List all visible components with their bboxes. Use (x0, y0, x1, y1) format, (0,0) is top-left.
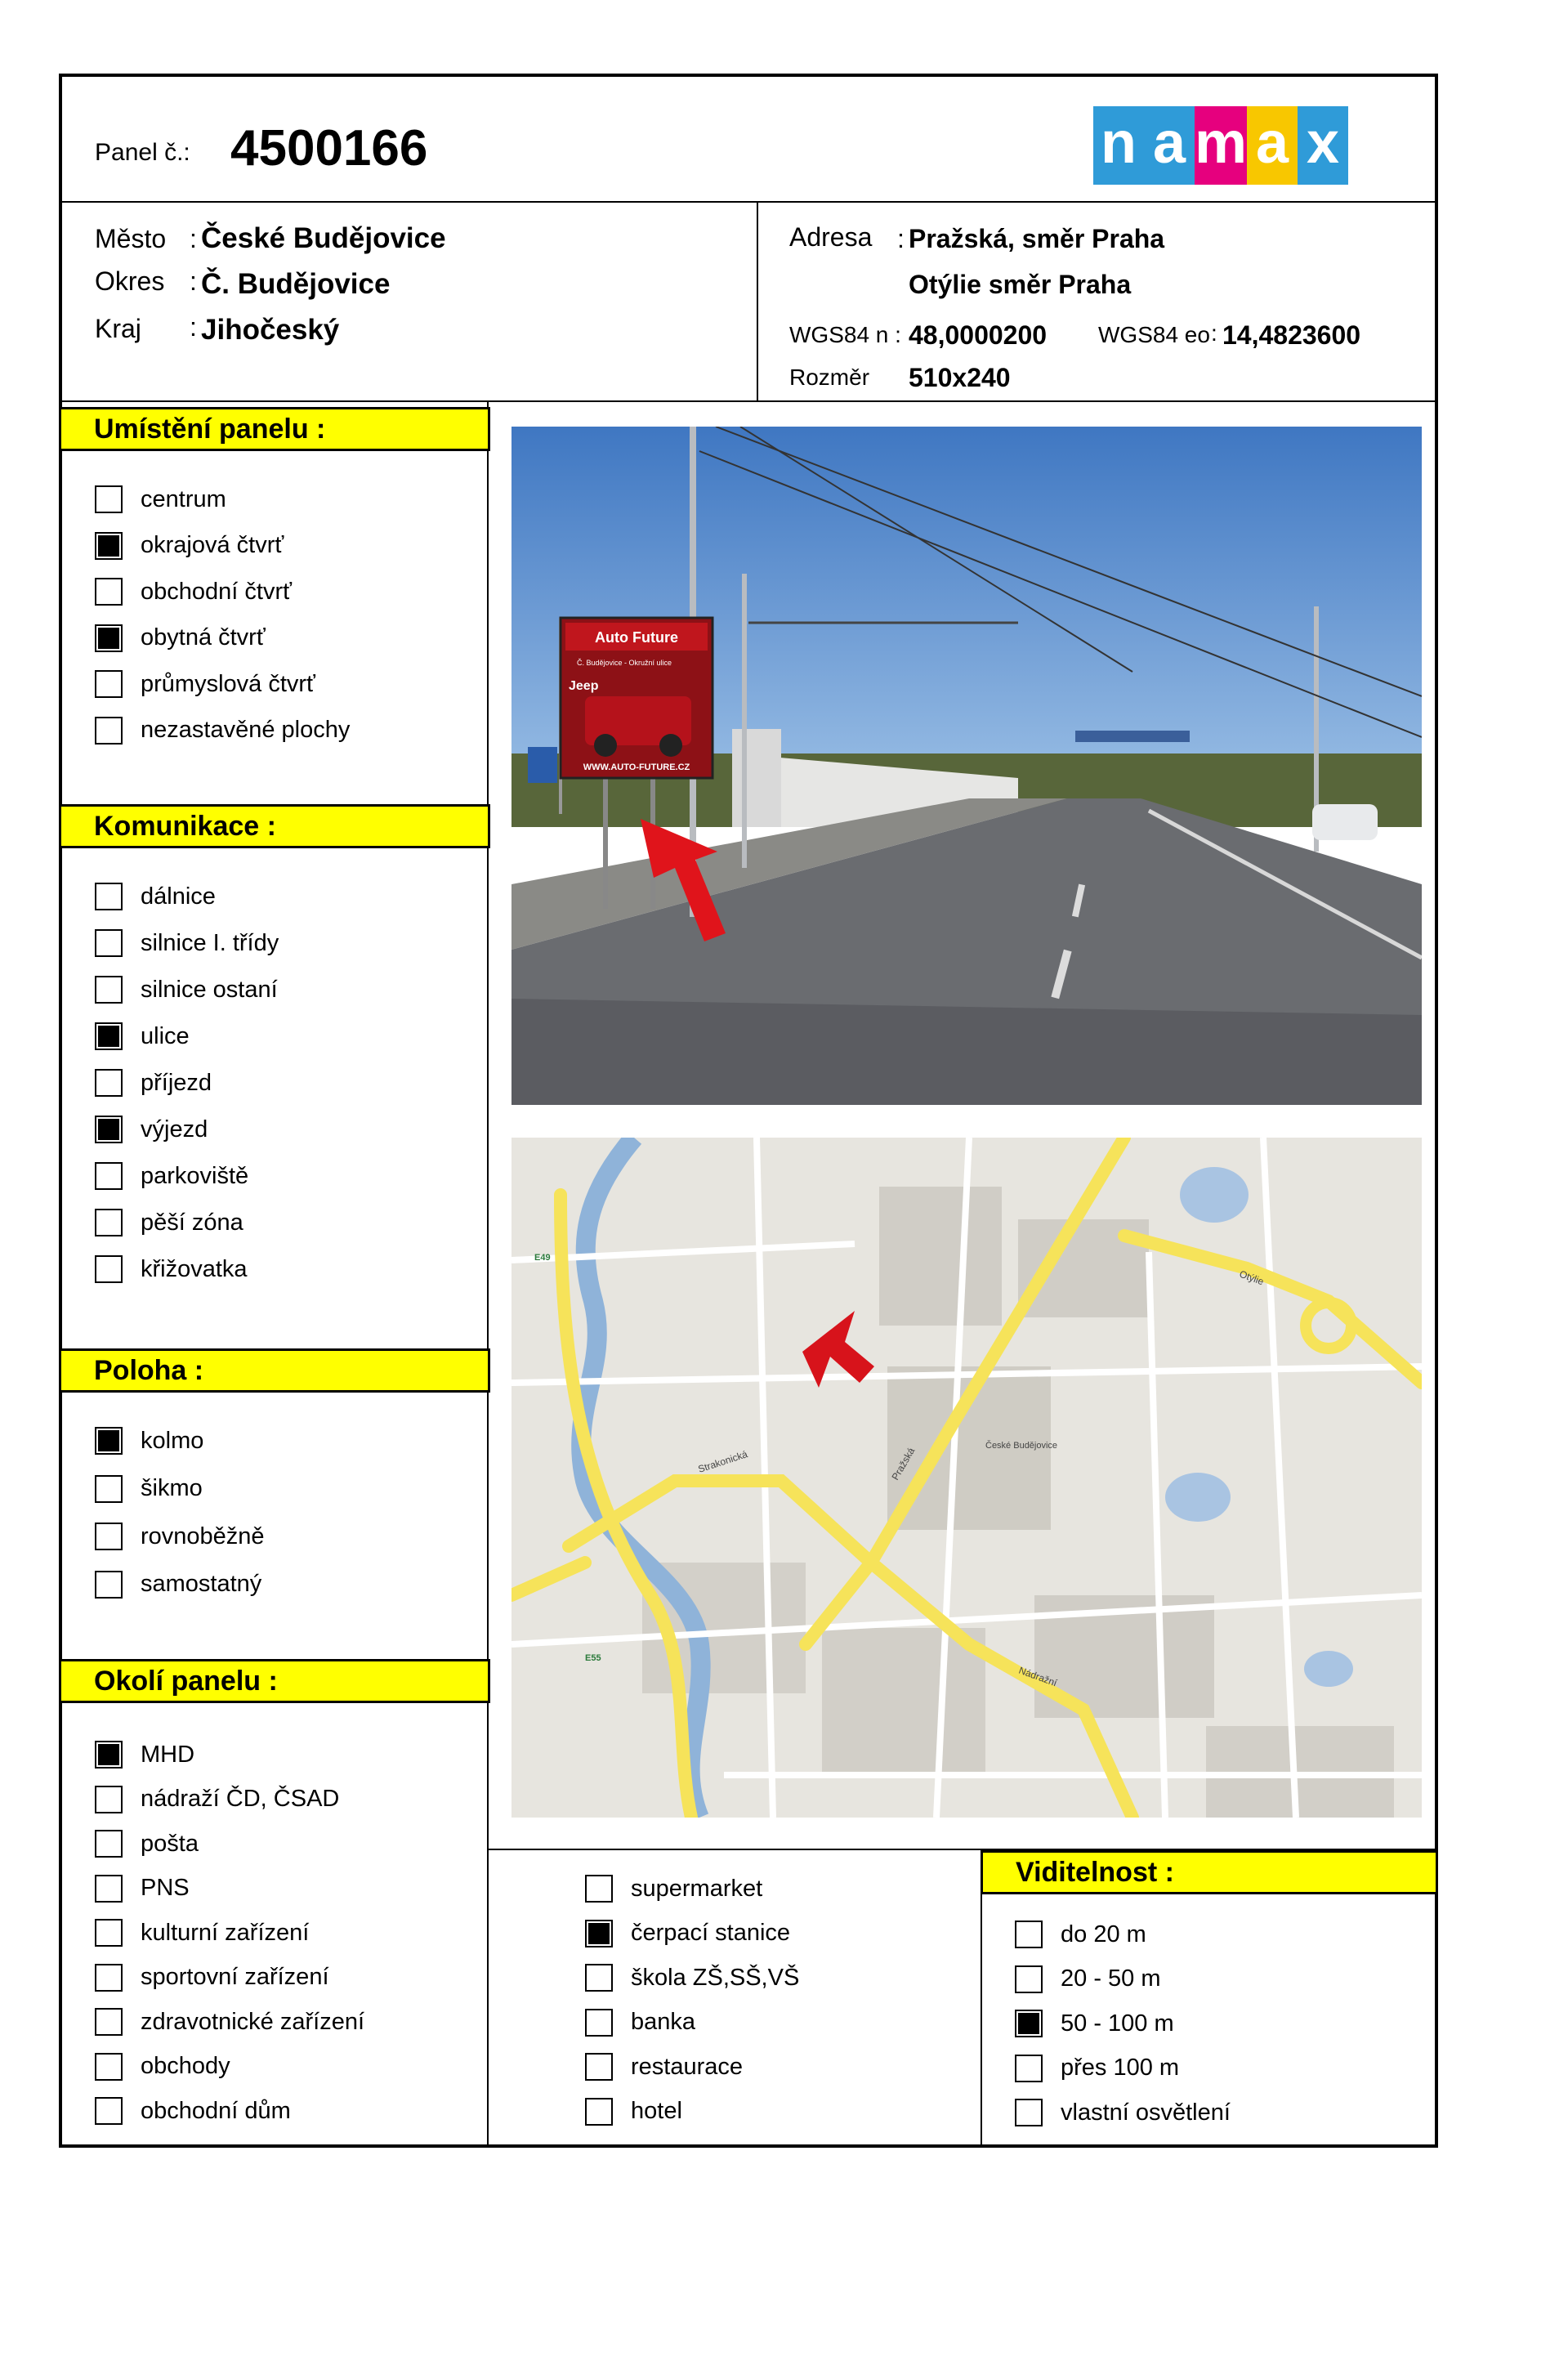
checkbox[interactable] (95, 670, 123, 698)
mesto-value: České Budějovice (201, 222, 446, 254)
location-divider (62, 400, 1435, 402)
checkbox-label: obchodní čtvrť (141, 578, 292, 605)
checkbox-mark (588, 1923, 610, 1944)
wgs-e-value: 14,4823600 (1222, 320, 1361, 350)
checkbox[interactable] (95, 883, 123, 910)
location-sheet (59, 74, 1438, 2148)
okres-sep: : (190, 266, 197, 296)
checkbox[interactable] (1015, 1921, 1043, 1948)
checkbox-row-viditelnost (1015, 2055, 1179, 2082)
checkbox[interactable] (95, 929, 123, 957)
wgs-e-label: WGS84 eo (1098, 322, 1210, 347)
checkbox-mark (98, 628, 119, 649)
checkbox-label: restaurace (631, 2053, 744, 2080)
checkbox-row-umisteni (95, 532, 284, 560)
checkbox-row-komunikace (95, 976, 278, 1004)
checkbox-label: silnice I. třídy (141, 929, 279, 956)
checkbox[interactable] (95, 1475, 123, 1503)
address-line1: Pražská, směr Praha (909, 224, 1165, 253)
logo-letter: a (1144, 106, 1195, 185)
checkbox-label: kulturní zařízení (141, 1919, 310, 1946)
checkbox[interactable] (95, 1022, 123, 1050)
checkbox-label: přes 100 m (1061, 2055, 1180, 2081)
logo-letter: n (1093, 106, 1144, 185)
checkbox-label: rovnoběžně (141, 1523, 265, 1549)
checkbox-row-komunikace (95, 1255, 248, 1283)
kraj-value: Jihočeský (201, 314, 340, 346)
checkbox[interactable] (95, 1919, 123, 1947)
map-label-otylie: Otýlie (1237, 1268, 1266, 1288)
checkbox-label: hotel (631, 2098, 682, 2124)
checkbox[interactable] (95, 1875, 123, 1903)
checkbox-row-okoli2 (585, 2009, 695, 2037)
map-label-e49: E49 (534, 1253, 551, 1263)
checkbox[interactable] (95, 976, 123, 1004)
checkbox-label: nezastavěné plochy (141, 717, 351, 743)
checkbox[interactable] (95, 1786, 123, 1813)
komunikace-header: Komunikace : (59, 804, 490, 848)
logo-letter: x (1298, 106, 1348, 185)
checkbox-label: zdravotnické zařízení (141, 2008, 365, 2035)
mesto-sep: : (190, 224, 197, 253)
address-line2: Otýlie směr Praha (909, 270, 1132, 299)
checkbox-label: čerpací stanice (631, 1920, 791, 1946)
map-label-city: České Budějovice (985, 1441, 1058, 1451)
checkbox-row-umisteni (95, 578, 292, 606)
checkbox-label: křižovatka (141, 1255, 248, 1282)
checkbox-row-okoli (95, 1919, 309, 1947)
checkbox[interactable] (95, 2053, 123, 2081)
checkbox-row-okoli (95, 1741, 194, 1769)
wgs-e-sep: : (1211, 320, 1217, 346)
checkbox-label: výjezd (141, 1116, 208, 1143)
checkbox-row-viditelnost (1015, 2099, 1231, 2126)
checkbox[interactable] (585, 2009, 613, 2037)
checkbox-row-komunikace (95, 1069, 212, 1097)
city-map-image (511, 1138, 1422, 1818)
checkbox[interactable] (95, 2097, 123, 2125)
checkbox-row-komunikace (95, 1022, 190, 1050)
poloha-header: Poloha : (59, 1348, 490, 1393)
checkbox-row-viditelnost (1015, 1965, 1161, 1993)
billboard-line: Č. Budějovice - Okružní ulice (577, 659, 672, 667)
checkbox-label: 50 - 100 m (1061, 2010, 1174, 2037)
umisteni-header: Umístění panelu : (59, 407, 490, 451)
checkbox[interactable] (95, 1523, 123, 1550)
checkbox[interactable] (95, 485, 123, 513)
checkbox-label: škola ZŠ,SŠ,VŠ (631, 1964, 800, 1991)
checkbox-row-okoli (95, 1830, 199, 1858)
checkbox[interactable] (95, 532, 123, 560)
logo-letter: m (1195, 106, 1247, 185)
checkbox-label: 20 - 50 m (1061, 1965, 1161, 1992)
checkbox-row-okoli (95, 1786, 339, 1813)
checkbox-row-umisteni (95, 717, 350, 745)
viditelnost-header: Viditelnost : (981, 1850, 1438, 1894)
checkbox-label: supermarket (631, 1875, 763, 1902)
checkbox-mark (98, 1119, 119, 1140)
checkbox-row-poloha (95, 1475, 203, 1503)
checkbox[interactable] (585, 1920, 613, 1947)
checkbox-row-komunikace (95, 1162, 248, 1190)
checkbox-label: samostatný (141, 1571, 262, 1597)
checkbox[interactable] (95, 2008, 123, 2036)
map-label-strakonicka: Strakonická (696, 1448, 749, 1475)
checkbox-label: pošta (141, 1830, 199, 1857)
checkbox-row-umisteni (95, 624, 266, 652)
checkbox[interactable] (95, 1162, 123, 1190)
checkbox-label: obchody (141, 2053, 230, 2079)
checkbox-label: obchodní dům (141, 2097, 291, 2124)
checkbox-row-umisteni (95, 485, 226, 513)
location-photo (511, 427, 1422, 1105)
checkbox-row-okoli2 (585, 1875, 762, 1903)
checkbox-label: do 20 m (1061, 1921, 1146, 1947)
checkbox-row-poloha (95, 1571, 261, 1599)
checkbox-row-umisteni (95, 670, 315, 698)
map-label-e55: E55 (585, 1653, 601, 1663)
map-label-nadrazni: Nádražní (1016, 1664, 1059, 1689)
checkbox-label: PNS (141, 1875, 190, 1901)
billboard-brand: Auto Future (595, 629, 678, 646)
location-map (511, 1138, 1422, 1818)
checkbox[interactable] (1015, 2010, 1043, 2037)
checkbox-mark (1018, 2013, 1039, 2034)
checkbox-row-viditelnost (1015, 1921, 1146, 1948)
kraj-label: Kraj (95, 314, 141, 343)
checkbox[interactable] (95, 1116, 123, 1143)
checkbox-label: banka (631, 2009, 696, 2035)
checkbox-row-okoli2 (585, 2098, 682, 2126)
checkbox[interactable] (95, 1571, 123, 1599)
panel-label: Panel č.: (95, 139, 190, 166)
checkbox[interactable] (95, 1069, 123, 1097)
address-label: Adresa (789, 222, 873, 252)
checkbox-mark (98, 1026, 119, 1047)
checkbox-label: okrajová čtvrť (141, 532, 284, 558)
size-label: Rozměr (789, 364, 870, 390)
address-sep: : (897, 224, 905, 253)
logo-letter: a (1247, 106, 1298, 185)
checkbox[interactable] (1015, 1965, 1043, 1993)
checkbox-row-okoli (95, 2053, 230, 2081)
checkbox-row-komunikace (95, 1209, 243, 1236)
checkbox[interactable] (1015, 2055, 1043, 2082)
wgs-n-value: 48,0000200 (909, 320, 1048, 350)
okoli-header: Okolí panelu : (59, 1659, 490, 1703)
checkbox[interactable] (95, 1964, 123, 1992)
checkbox[interactable] (95, 717, 123, 745)
street-photo-image (511, 427, 1422, 1105)
checkbox[interactable] (95, 578, 123, 606)
checkbox[interactable] (95, 624, 123, 652)
checkbox-row-viditelnost (1015, 2010, 1174, 2037)
checkbox-row-komunikace (95, 1116, 208, 1143)
checkbox[interactable] (585, 1875, 613, 1903)
kraj-sep: : (190, 312, 197, 342)
checkbox-row-komunikace (95, 929, 279, 957)
okres-value: Č. Budějovice (201, 268, 391, 300)
checkbox-label: pěší zóna (141, 1209, 243, 1236)
left-column-divider (487, 400, 489, 2144)
checkbox-row-poloha (95, 1427, 203, 1455)
wgs-n-label: WGS84 n : (789, 322, 901, 347)
billboard-url: WWW.AUTO-FUTURE.CZ (583, 762, 690, 772)
checkbox-label: šikmo (141, 1475, 203, 1501)
size-value: 510x240 (909, 363, 1011, 392)
checkbox[interactable] (585, 2098, 613, 2126)
checkbox-mark (98, 1744, 119, 1765)
checkbox-row-poloha (95, 1523, 265, 1550)
header-divider (62, 201, 1435, 203)
checkbox-row-okoli (95, 1875, 190, 1903)
mesto-label: Město (95, 224, 167, 253)
checkbox-row-komunikace (95, 883, 216, 910)
checkbox-row-okoli (95, 2097, 291, 2125)
namax-logo (1093, 106, 1348, 185)
billboard-model: Jeep (569, 679, 599, 693)
checkbox-row-okoli (95, 1964, 329, 1992)
checkbox-row-okoli2 (585, 1920, 790, 1947)
checkbox-label: centrum (141, 485, 226, 512)
checkbox-label: sportovní zařízení (141, 1964, 329, 1990)
checkbox-label: nádraží ČD, ČSAD (141, 1786, 340, 1812)
checkbox-label: ulice (141, 1022, 190, 1049)
checkbox[interactable] (95, 1209, 123, 1236)
checkbox[interactable] (95, 1741, 123, 1769)
checkbox[interactable] (95, 1830, 123, 1858)
checkbox[interactable] (1015, 2099, 1043, 2126)
panel-number: 4500166 (230, 120, 428, 177)
checkbox-mark (98, 535, 119, 557)
checkbox[interactable] (95, 1427, 123, 1455)
checkbox[interactable] (585, 2053, 613, 2081)
checkbox-row-okoli2 (585, 1964, 799, 1992)
checkbox-label: obytná čtvrť (141, 624, 266, 651)
checkbox-label: vlastní osvětlení (1061, 2099, 1231, 2126)
checkbox-label: průmyslová čtvrť (141, 670, 315, 697)
checkbox-row-okoli2 (585, 2053, 743, 2081)
map-label-prazska: Pražská (889, 1445, 918, 1482)
checkbox[interactable] (95, 1255, 123, 1283)
checkbox-label: kolmo (141, 1427, 204, 1454)
checkbox-row-okoli (95, 2008, 364, 2036)
checkbox-label: MHD (141, 1741, 195, 1768)
checkbox-label: příjezd (141, 1069, 212, 1096)
checkbox-label: parkoviště (141, 1162, 249, 1189)
okres-label: Okres (95, 266, 165, 296)
checkbox-mark (98, 1430, 119, 1451)
address-divider (757, 201, 758, 400)
checkbox-label: silnice ostaní (141, 976, 278, 1003)
checkbox-label: dálnice (141, 883, 216, 910)
checkbox[interactable] (585, 1964, 613, 1992)
